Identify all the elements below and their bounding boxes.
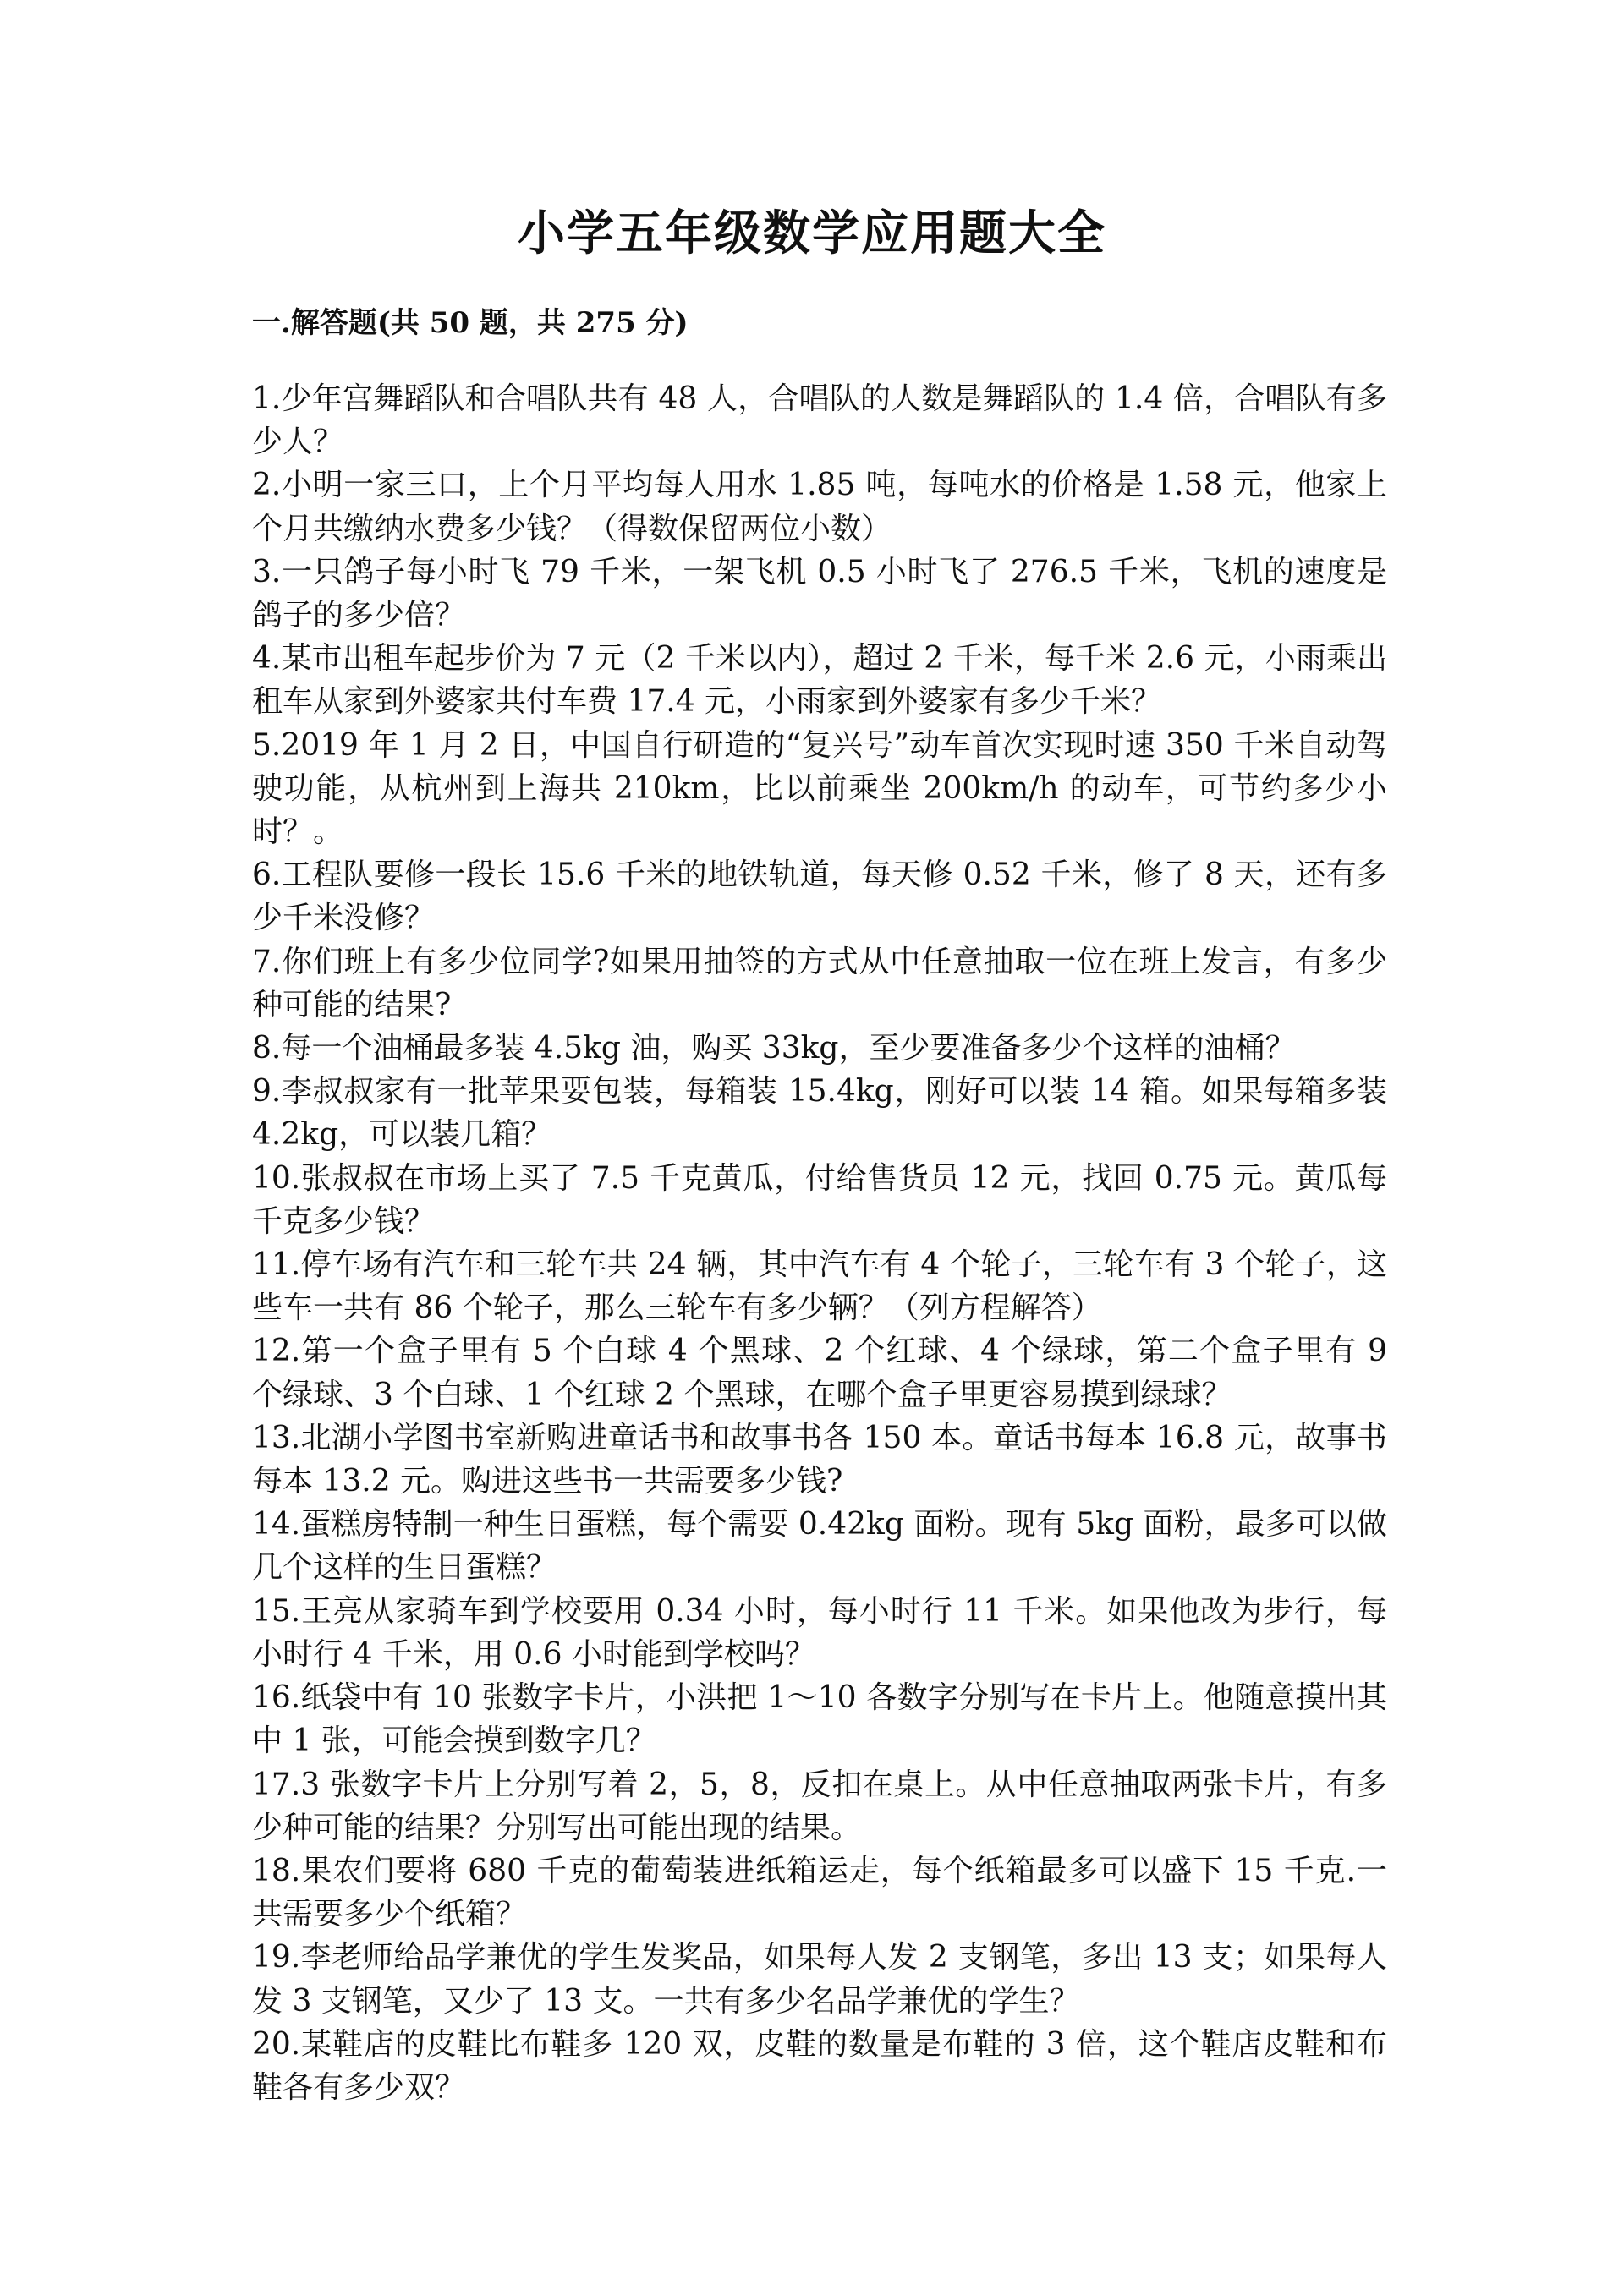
- question-6: 6.工程队要修一段长 15.6 千米的地铁轨道，每天修 0.52 千米，修了 8 天，还有多少千米没修？: [252, 858, 1387, 936]
- question-3: 3.一只鸽子每小时飞 79 千米，一架飞机 0.5 小时飞了 276.5 千米，飞机的速度是鸽子的多少倍？: [252, 554, 1387, 633]
- question-14: 14.蛋糕房特制一种生日蛋糕，每个需要 0.42kg 面粉。现有 5kg 面粉，最多可以做几个这样的生日蛋糕？: [252, 1507, 1387, 1586]
- section-heading: 一.解答题(共 50 题，共 275 分): [252, 306, 689, 340]
- question-10: 10.张叔叔在市场上买了 7.5 千克黄瓜，付给售货员 12 元，找回 0.75 元。黄瓜每千克多少钱？: [252, 1160, 1387, 1239]
- question-19: 19.李老师给品学兼优的学生发奖品，如果每人发 2 支钢笔，多出 13 支；如果每人发 3 支钢笔，又少了 13 支。一共有多少名品学兼优的学生？: [252, 1940, 1387, 2019]
- question-11: 11.停车场有汽车和三轮车共 24 辆，其中汽车有 4 个轮子，三轮车有 3 个轮子，这些车一共有 86 个轮子，那么三轮车有多少辆？（列方程解答）: [252, 1247, 1387, 1326]
- question-17: 17.3 张数字卡片上分别写着 2，5，8，反扣在桌上。从中任意抽取两张卡片，有多少种可能的结果？分别写出可能出现的结果。: [252, 1767, 1387, 1845]
- question-7: 7.你们班上有多少位同学?如果用抽签的方式从中任意抽取一位在班上发言，有多少种可能的结果?: [252, 944, 1387, 1022]
- question-list: [252, 377, 1387, 2109]
- question-18: 18.果农们要将 680 千克的葡萄装进纸箱运走，每个纸箱最多可以盛下 15 千克.一共需要多少个纸箱？: [252, 1853, 1387, 1932]
- question-16: 16.纸袋中有 10 张数字卡片，小洪把 1～10 各数字分别写在卡片上。他随意摸出其中 1 张，可能会摸到数字几？: [252, 1680, 1387, 1759]
- question-20: 20.某鞋店的皮鞋比布鞋多 120 双，皮鞋的数量是布鞋的 3 倍，这个鞋店皮鞋和布鞋各有多少双？: [252, 2026, 1387, 2105]
- question-1: 1.少年宫舞蹈队和合唱队共有 48 人，合唱队的人数是舞蹈队的 1.4 倍，合唱队有多少人？: [252, 381, 1387, 460]
- question-13: 13.北湖小学图书室新购进童话书和故事书各 150 本。童话书每本 16.8 元，故事书每本 13.2 元。购进这些书一共需要多少钱?: [252, 1420, 1387, 1499]
- question-2: 2.小明一家三口，上个月平均每人用水 1.85 吨，每吨水的价格是 1.58 元，他家上个月共缴纳水费多少钱？（得数保留两位小数）: [252, 468, 1387, 546]
- question-9: 9.李叔叔家有一批苹果要包装，每箱装 15.4kg，刚好可以装 14 箱。如果每箱多装 4.2kg，可以装几箱？: [252, 1074, 1387, 1153]
- question-5: 5.2019 年 1 月 2 日，中国自行研造的“复兴号”动车首次实现时速 350 千米自动驾驶功能，从杭州到上海共 210km，比以前乘坐 200km/h 的动车，可节约多少小时？。: [252, 727, 1387, 850]
- question-4: 4.某市出租车起步价为 7 元（2 千米以内），超过 2 千米，每千米 2.6 元，小雨乘出租车从家到外婆家共付车费 17.4 元，小雨家到外婆家有多少千米？: [252, 641, 1387, 720]
- question-8: 8.每一个油桶最多装 4.5kg 油，购买 33kg，至少要准备多少个这样的油桶？: [252, 1031, 1296, 1066]
- question-12: 12.第一个盒子里有 5 个白球 4 个黑球、2 个红球、4 个绿球，第二个盒子里有 9 个绿球、3 个白球、1 个红球 2 个黑球，在哪个盒子里更容易摸到绿球？: [252, 1334, 1387, 1412]
- page-title: 小学五年级数学应用题大全: [518, 205, 1106, 261]
- question-15: 15.王亮从家骑车到学校要用 0.34 小时，每小时行 11 千米。如果他改为步行，每小时行 4 千米，用 0.6 小时能到学校吗？: [252, 1593, 1387, 1672]
